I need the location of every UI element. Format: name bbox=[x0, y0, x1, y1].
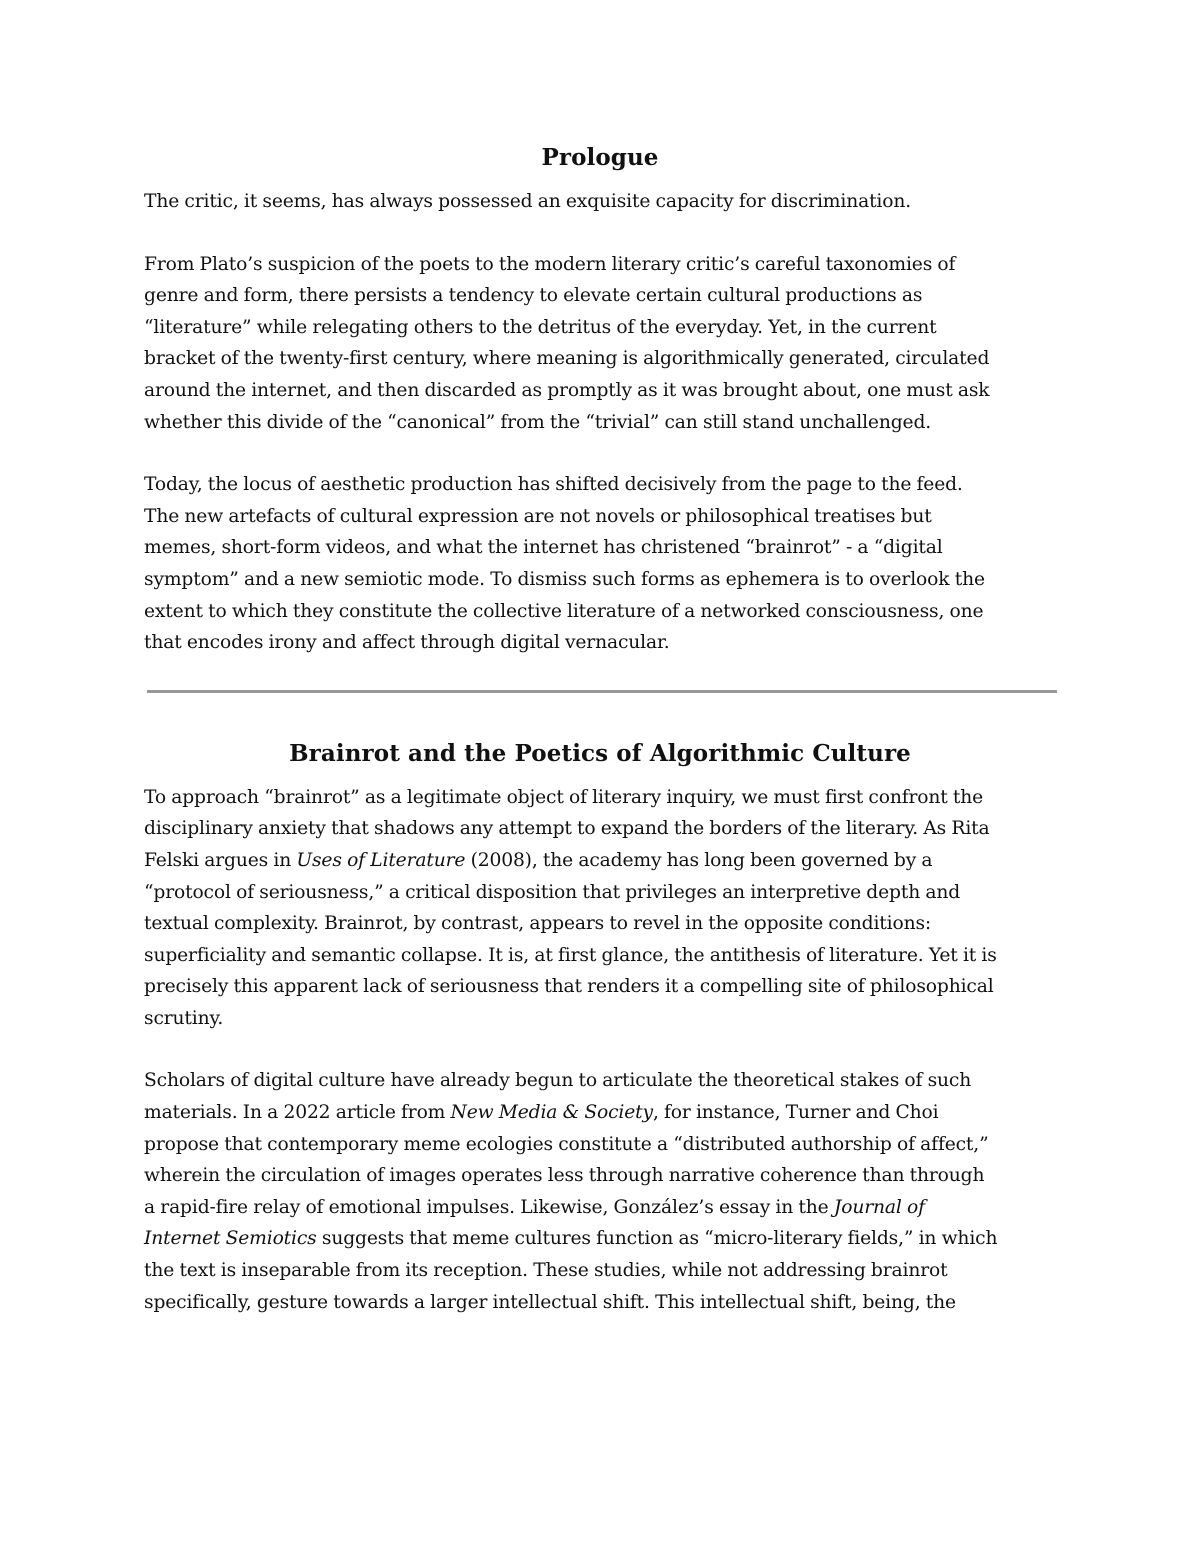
text-line: wherein the circulation of images operates less through narrative coherence than through bbox=[144, 1165, 985, 1187]
section-heading: Brainrot and the Poetics of Algorithmic Culture bbox=[289, 739, 911, 767]
text-line: The new artefacts of cultural expression are not novels or philosophical treatises but bbox=[144, 505, 932, 527]
prologue-heading: Prologue bbox=[541, 144, 659, 171]
text-line: Scholars of digital culture have already begun to articulate the theoretical stakes of such bbox=[144, 1070, 972, 1092]
prologue-paragraph-1 bbox=[144, 186, 1056, 218]
text-line: superficiality and semantic collapse. It is, at first glance, the antithesis of literature. Yet it is bbox=[144, 944, 997, 966]
text-line: From Plato’s suspicion of the poets to the modern literary critic’s careful taxonomies of bbox=[144, 253, 956, 275]
text-line: “literature” while relegating others to the detritus of the everyday. Yet, in the current bbox=[144, 316, 937, 338]
prologue-paragraph-3 bbox=[144, 469, 1056, 659]
text-line: a rapid-fire relay of emotional impulses. Likewise, González’s essay in the Journal of bbox=[144, 1196, 925, 1218]
text-line: Internet Semiotics suggests that meme cultures function as “micro-literary fields,” in which bbox=[144, 1228, 998, 1250]
text-line: To approach “brainrot” as a legitimate object of literary inquiry, we must first confront the bbox=[144, 786, 984, 808]
section-paragraph-1 bbox=[144, 782, 1056, 1035]
journal-title: Journal of bbox=[833, 1196, 925, 1218]
text-line: extent to which they constitute the collective literature of a networked consciousness, one bbox=[144, 600, 984, 622]
text-line: materials. In a 2022 article from New Media & Society, for instance, Turner and Choi bbox=[144, 1102, 939, 1124]
text-line: propose that contemporary meme ecologies constitute a “distributed authorship of affect,” bbox=[144, 1133, 989, 1155]
text-line: Today, the locus of aesthetic production has shifted decisively from the page to the feed. bbox=[144, 474, 963, 496]
journal-title: Internet Semiotics bbox=[144, 1228, 317, 1250]
text-line: symptom” and a new semiotic mode. To dismiss such forms as ephemera is to overlook the bbox=[144, 568, 985, 590]
section-paragraph-2 bbox=[144, 1065, 1056, 1318]
book-title: Uses of Literature bbox=[296, 849, 466, 871]
text-line: the text is inseparable from its reception. These studies, while not addressing brainrot bbox=[144, 1260, 948, 1282]
text-line: Felski argues in Uses of Literature (2008), the academy has long been governed by a bbox=[144, 849, 933, 871]
text-line: memes, short-form videos, and what the internet has christened “brainrot” - a “digital bbox=[144, 537, 943, 559]
text-line: around the internet, and then discarded as promptly as it was brought about, one must ask bbox=[144, 379, 990, 401]
document-body bbox=[144, 130, 1056, 1349]
journal-title: New Media & Society bbox=[450, 1102, 653, 1124]
text-line: whether this divide of the “canonical” from the “trivial” can still stand unchallenged. bbox=[144, 411, 932, 433]
text-line: “protocol of seriousness,” a critical disposition that privileges an interpretive depth and bbox=[144, 881, 961, 903]
text-line: genre and form, there persists a tendency to elevate certain cultural productions as bbox=[144, 285, 923, 307]
text-line: precisely this apparent lack of seriousness that renders it a compelling site of philosophical bbox=[144, 976, 994, 998]
text-line: that encodes irony and affect through digital vernacular. bbox=[144, 632, 670, 654]
text-line: scrutiny. bbox=[144, 1007, 224, 1029]
text-line: disciplinary anxiety that shadows any attempt to expand the borders of the literary. As Rita bbox=[144, 818, 990, 840]
text-line: specifically, gesture towards a larger intellectual shift. This intellectual shift, being, the bbox=[144, 1291, 956, 1313]
prologue-paragraph-2 bbox=[144, 249, 1056, 439]
text-line: textual complexity. Brainrot, by contrast, appears to revel in the opposite conditions: bbox=[144, 913, 932, 935]
text-line: The critic, it seems, has always possessed an exquisite capacity for discrimination. bbox=[144, 191, 912, 212]
text-line: bracket of the twenty-first century, where meaning is algorithmically generated, circulated bbox=[144, 348, 990, 370]
